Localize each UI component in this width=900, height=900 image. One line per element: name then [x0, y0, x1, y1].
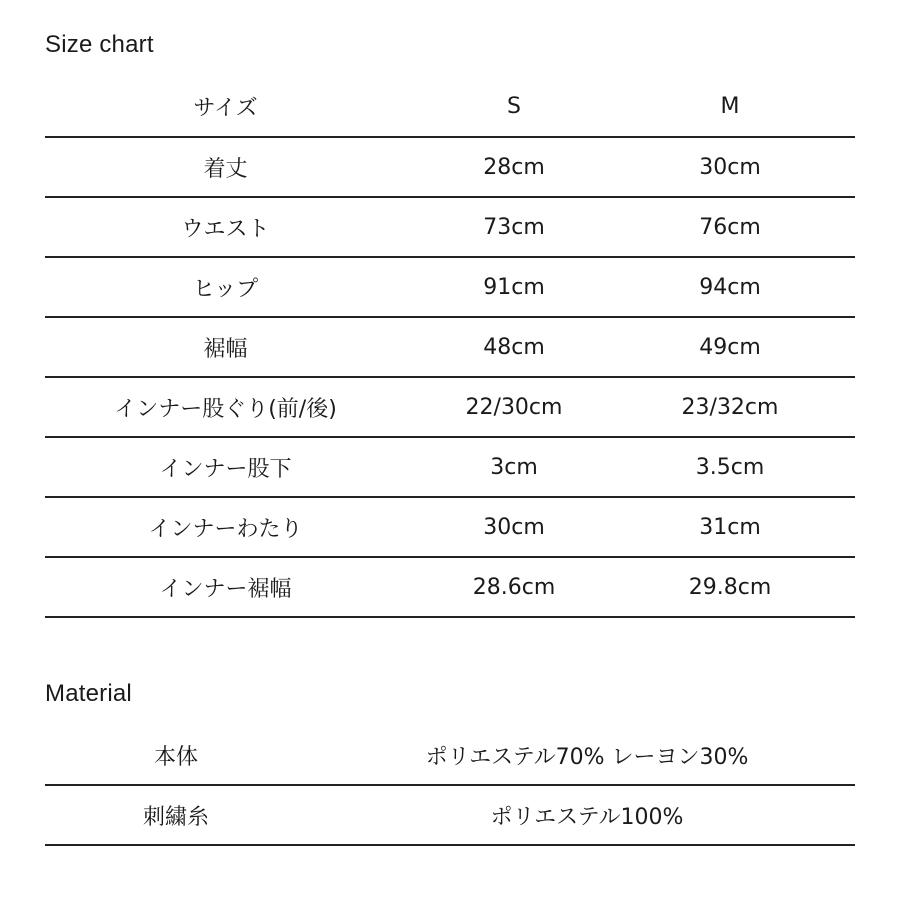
header-size-label: サイズ	[193, 95, 258, 121]
row-value-m: 31cm	[699, 514, 761, 540]
material-value: ポリエステル100%	[490, 804, 684, 830]
table-row	[45, 498, 855, 558]
row-label: ヒップ	[192, 276, 259, 302]
row-value-s: 28cm	[483, 154, 545, 180]
header-size-m: M	[720, 93, 740, 119]
material-label: 本体	[153, 744, 198, 770]
row-label: インナー股下	[159, 456, 292, 482]
row-value-m: 30cm	[699, 154, 761, 180]
size-chart-table	[45, 76, 855, 618]
row-value-s: 30cm	[483, 514, 545, 540]
row-label: 着丈	[203, 156, 248, 182]
row-value-m: 76cm	[699, 214, 761, 240]
row-value-m: 3.5cm	[695, 454, 765, 480]
table-row	[45, 726, 855, 786]
row-value-m: 23/32cm	[681, 394, 779, 420]
row-value-m: 94cm	[699, 274, 761, 300]
row-value-m: 49cm	[699, 334, 761, 360]
row-value-s: 3cm	[490, 454, 538, 480]
row-value-s: 28.6cm	[472, 574, 556, 600]
row-label: 裾幅	[203, 336, 248, 362]
row-label: インナーわたり	[148, 516, 303, 542]
table-row	[45, 378, 855, 438]
material-title: Material	[45, 680, 132, 707]
row-value-s: 22/30cm	[465, 394, 563, 420]
table-row	[45, 558, 855, 618]
row-label: インナー裾幅	[159, 576, 292, 602]
table-row	[45, 438, 855, 498]
table-row	[45, 318, 855, 378]
material-table	[45, 726, 855, 846]
table-row	[45, 198, 855, 258]
row-label: ウエスト	[181, 216, 270, 242]
size-table-header	[45, 76, 855, 138]
table-row	[45, 258, 855, 318]
material-value: ポリエステル70% レーヨン30%	[425, 744, 749, 770]
header-size-s: S	[507, 93, 521, 119]
row-value-m: 29.8cm	[688, 574, 772, 600]
row-value-s: 73cm	[483, 214, 545, 240]
row-value-s: 91cm	[483, 274, 545, 300]
size-chart-title: Size chart	[45, 31, 154, 58]
table-row	[45, 138, 855, 198]
row-label: インナー股ぐり(前/後)	[114, 396, 337, 422]
table-row	[45, 786, 855, 846]
material-label: 刺繍糸	[142, 804, 209, 830]
row-value-s: 48cm	[483, 334, 545, 360]
